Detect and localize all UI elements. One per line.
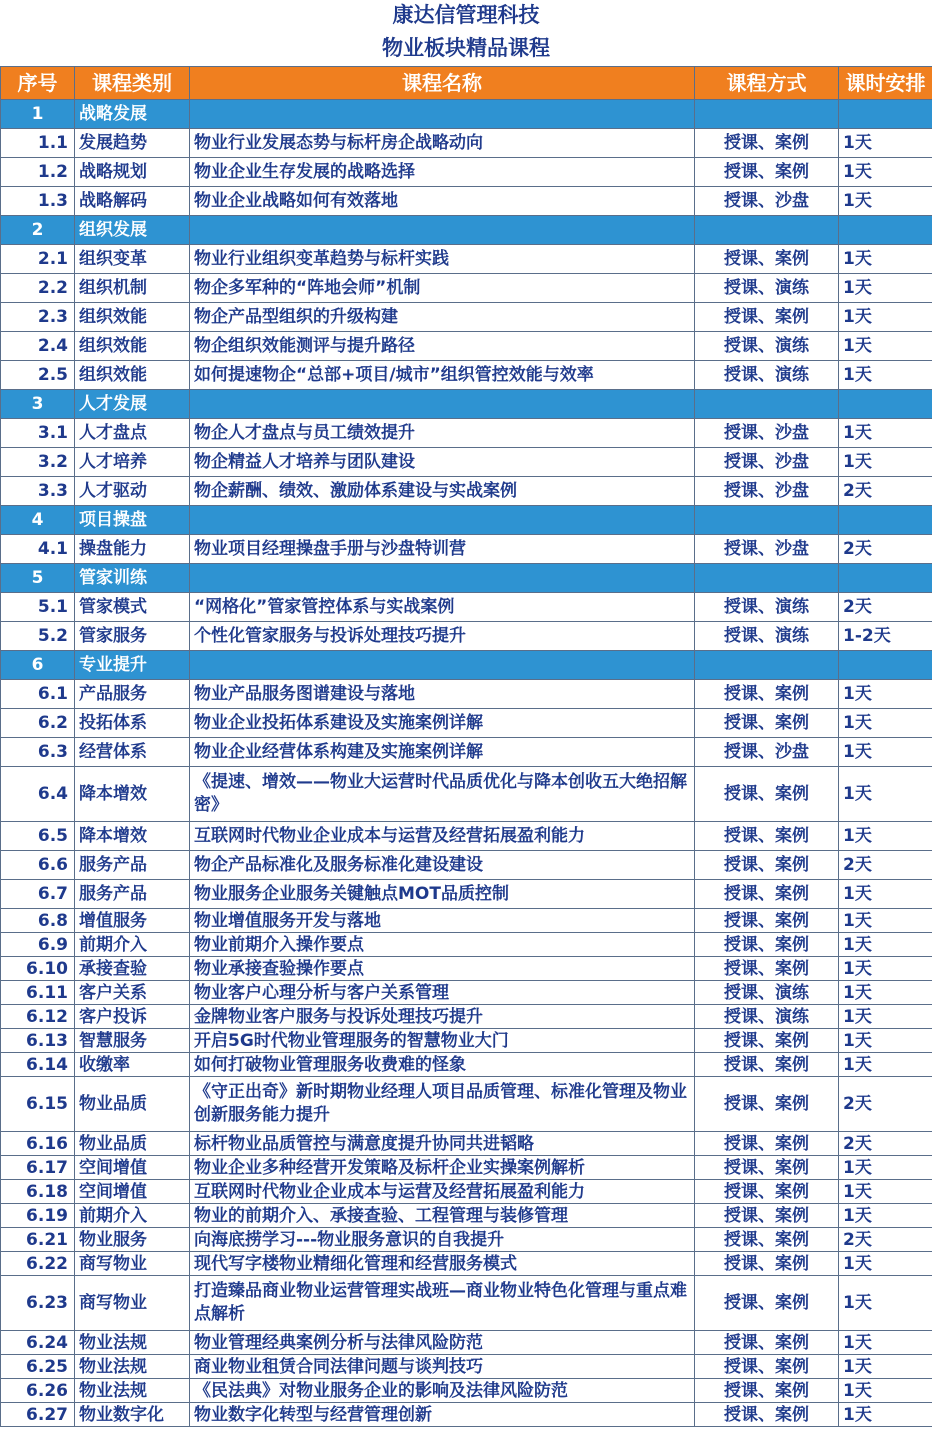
row-mode: 授课、案例: [695, 129, 839, 158]
row-number: 6.4: [1, 767, 75, 822]
header-category: 课程类别: [75, 67, 190, 100]
row-category: 战略解码: [75, 187, 190, 216]
row-course-name: 金牌物业客户服务与投诉处理技巧提升: [190, 1005, 695, 1029]
row-mode: 授课、案例: [695, 303, 839, 332]
table-row: [1, 933, 932, 957]
row-duration: 1天: [839, 1403, 932, 1427]
row-number: 1.1: [1, 129, 75, 158]
row-mode: [695, 100, 839, 129]
row-duration: 1天: [839, 448, 932, 477]
row-duration: 1天: [839, 933, 932, 957]
row-mode: 授课、案例: [695, 767, 839, 822]
row-category: 空间增值: [75, 1156, 190, 1180]
row-category: 承接查验: [75, 957, 190, 981]
row-course-name: 物业的前期介入、承接查验、工程管理与装修管理: [190, 1204, 695, 1228]
row-category: 智慧服务: [75, 1029, 190, 1053]
row-mode: 授课、沙盘: [695, 448, 839, 477]
table-row: [1, 245, 932, 274]
row-number: 6.6: [1, 851, 75, 880]
row-mode: 授课、案例: [695, 680, 839, 709]
row-number: 1.3: [1, 187, 75, 216]
row-mode: 授课、案例: [695, 1252, 839, 1276]
course-table: [0, 66, 932, 1427]
row-course-name: [190, 216, 695, 245]
row-number: 6.11: [1, 981, 75, 1005]
row-category: 商写物业: [75, 1276, 190, 1331]
category-row: [1, 564, 932, 593]
row-duration: 1天: [839, 1379, 932, 1403]
row-course-name: 物企产品型组织的升级构建: [190, 303, 695, 332]
row-category: 战略发展: [75, 100, 190, 129]
row-category: 人才发展: [75, 390, 190, 419]
row-number: 3.2: [1, 448, 75, 477]
row-mode: 授课、案例: [695, 1331, 839, 1355]
row-number: 6: [1, 651, 75, 680]
row-course-name: 《提速、增效——物业大运营时代品质优化与降本创收五大绝招解密》: [190, 767, 695, 822]
row-duration: 1天: [839, 822, 932, 851]
table-row: [1, 1180, 932, 1204]
row-category: 经营体系: [75, 738, 190, 767]
row-number: 6.19: [1, 1204, 75, 1228]
table-row: [1, 187, 932, 216]
table-row: [1, 822, 932, 851]
row-mode: 授课、演练: [695, 1005, 839, 1029]
row-course-name: 物业企业多种经营开发策略及标杆企业实操案例解析: [190, 1156, 695, 1180]
row-category: 降本增效: [75, 822, 190, 851]
category-row: [1, 216, 932, 245]
row-number: 6.18: [1, 1180, 75, 1204]
row-mode: 授课、演练: [695, 622, 839, 651]
row-duration: 2天: [839, 1077, 932, 1132]
row-course-name: 个性化管家服务与投诉处理技巧提升: [190, 622, 695, 651]
row-course-name: 物业增值服务开发与落地: [190, 909, 695, 933]
row-duration: 1天: [839, 1029, 932, 1053]
row-mode: 授课、案例: [695, 933, 839, 957]
table-row: [1, 1204, 932, 1228]
row-mode: 授课、演练: [695, 361, 839, 390]
row-number: 2.5: [1, 361, 75, 390]
row-course-name: 物企产品标准化及服务标准化建设建设: [190, 851, 695, 880]
row-duration: 2天: [839, 1228, 932, 1252]
row-duration: 2天: [839, 535, 932, 564]
row-course-name: 物企精益人才培养与团队建设: [190, 448, 695, 477]
row-mode: 授课、案例: [695, 1180, 839, 1204]
row-number: 6.2: [1, 709, 75, 738]
row-duration: 1天: [839, 738, 932, 767]
table-row: [1, 593, 932, 622]
table-row: [1, 1252, 932, 1276]
row-number: 6.25: [1, 1355, 75, 1379]
row-duration: 1天: [839, 303, 932, 332]
row-duration: 1天: [839, 245, 932, 274]
row-number: 6.13: [1, 1029, 75, 1053]
table-row: [1, 477, 932, 506]
row-number: 2.3: [1, 303, 75, 332]
row-duration: 1天: [839, 1355, 932, 1379]
row-number: 6.27: [1, 1403, 75, 1427]
row-category: 前期介入: [75, 1204, 190, 1228]
table-row: [1, 1132, 932, 1156]
category-row: [1, 506, 932, 535]
row-duration: 1天: [839, 129, 932, 158]
row-category: 降本增效: [75, 767, 190, 822]
row-mode: 授课、案例: [695, 909, 839, 933]
row-course-name: 互联网时代物业企业成本与运营及经营拓展盈利能力: [190, 1180, 695, 1204]
row-number: 6.14: [1, 1053, 75, 1077]
row-duration: 1天: [839, 709, 932, 738]
table-row: [1, 129, 932, 158]
row-course-name: [190, 651, 695, 680]
row-mode: 授课、案例: [695, 957, 839, 981]
row-duration: 2天: [839, 1132, 932, 1156]
category-row: [1, 100, 932, 129]
row-duration: 1天: [839, 880, 932, 909]
row-duration: 1天: [839, 981, 932, 1005]
row-duration: 1天: [839, 1053, 932, 1077]
row-number: 6.5: [1, 822, 75, 851]
row-mode: 授课、案例: [695, 1204, 839, 1228]
table-row: [1, 274, 932, 303]
row-category: 操盘能力: [75, 535, 190, 564]
table-header-row: [1, 67, 932, 100]
row-category: 管家模式: [75, 593, 190, 622]
row-duration: 1天: [839, 332, 932, 361]
row-category: 专业提升: [75, 651, 190, 680]
row-number: 5: [1, 564, 75, 593]
row-category: 发展趋势: [75, 129, 190, 158]
row-course-name: 物业企业经营体系构建及实施案例详解: [190, 738, 695, 767]
row-category: 物业服务: [75, 1228, 190, 1252]
row-number: 1: [1, 100, 75, 129]
row-mode: 授课、沙盘: [695, 535, 839, 564]
row-mode: [695, 651, 839, 680]
row-category: 服务产品: [75, 880, 190, 909]
row-course-name: 《守正出奇》新时期物业经理人项目品质管理、标准化管理及物业创新服务能力提升: [190, 1077, 695, 1132]
table-row: [1, 709, 932, 738]
row-course-name: 物业承接查验操作要点: [190, 957, 695, 981]
row-duration: 1天: [839, 1204, 932, 1228]
row-mode: 授课、案例: [695, 158, 839, 187]
row-mode: [695, 506, 839, 535]
row-category: 服务产品: [75, 851, 190, 880]
row-category: 管家训练: [75, 564, 190, 593]
table-row: [1, 361, 932, 390]
row-mode: 授课、案例: [695, 1228, 839, 1252]
row-category: 商写物业: [75, 1252, 190, 1276]
table-row: [1, 909, 932, 933]
table-row: [1, 1005, 932, 1029]
row-category: 物业数字化: [75, 1403, 190, 1427]
header-name: 课程名称: [190, 67, 695, 100]
table-row: [1, 680, 932, 709]
row-mode: 授课、案例: [695, 822, 839, 851]
row-course-name: 物企人才盘点与员工绩效提升: [190, 419, 695, 448]
row-course-name: [190, 564, 695, 593]
row-number: 6.8: [1, 909, 75, 933]
row-course-name: “网格化”管家管控体系与实战案例: [190, 593, 695, 622]
row-number: 2: [1, 216, 75, 245]
row-mode: 授课、沙盘: [695, 419, 839, 448]
row-number: 4.1: [1, 535, 75, 564]
row-duration: 1天: [839, 1005, 932, 1029]
row-duration: 1-2天: [839, 622, 932, 651]
header-duration: 课时安排: [839, 67, 932, 100]
row-number: 6.17: [1, 1156, 75, 1180]
row-mode: 授课、演练: [695, 593, 839, 622]
row-duration: 1天: [839, 419, 932, 448]
row-mode: 授课、案例: [695, 1077, 839, 1132]
row-duration: 1天: [839, 1180, 932, 1204]
row-duration: 1天: [839, 187, 932, 216]
row-course-name: 打造臻品商业物业运营管理实战班—商业物业特色化管理与重点难点解析: [190, 1276, 695, 1331]
row-duration: 1天: [839, 1156, 932, 1180]
table-row: [1, 1355, 932, 1379]
row-mode: 授课、案例: [695, 1379, 839, 1403]
row-category: 增值服务: [75, 909, 190, 933]
row-mode: [695, 216, 839, 245]
table-row: [1, 1029, 932, 1053]
table-row: [1, 738, 932, 767]
row-course-name: 物企多军种的“阵地会师”机制: [190, 274, 695, 303]
row-category: 收缴率: [75, 1053, 190, 1077]
table-row: [1, 1228, 932, 1252]
row-course-name: 商业物业租赁合同法律问题与谈判技巧: [190, 1355, 695, 1379]
row-duration: [839, 651, 932, 680]
row-category: 人才培养: [75, 448, 190, 477]
row-number: 6.22: [1, 1252, 75, 1276]
row-duration: 1天: [839, 767, 932, 822]
row-duration: 1天: [839, 909, 932, 933]
row-category: 投拓体系: [75, 709, 190, 738]
row-course-name: 物业行业发展态势与标杆房企战略动向: [190, 129, 695, 158]
row-duration: 1天: [839, 361, 932, 390]
row-mode: 授课、案例: [695, 1276, 839, 1331]
row-number: 3.3: [1, 477, 75, 506]
table-row: [1, 957, 932, 981]
row-number: 2.4: [1, 332, 75, 361]
row-mode: 授课、沙盘: [695, 477, 839, 506]
table-row: [1, 1156, 932, 1180]
row-mode: 授课、案例: [695, 245, 839, 274]
table-row: [1, 1077, 932, 1132]
row-category: 客户投诉: [75, 1005, 190, 1029]
row-number: 6.1: [1, 680, 75, 709]
row-number: 6.26: [1, 1379, 75, 1403]
row-number: 5.1: [1, 593, 75, 622]
row-course-name: 开启5G时代物业管理服务的智慧物业大门: [190, 1029, 695, 1053]
table-row: [1, 1276, 932, 1331]
row-mode: 授课、案例: [695, 1029, 839, 1053]
row-duration: [839, 506, 932, 535]
row-course-name: 《民法典》对物业服务企业的影响及法律风险防范: [190, 1379, 695, 1403]
table-row: [1, 1331, 932, 1355]
row-duration: 2天: [839, 477, 932, 506]
row-duration: 2天: [839, 851, 932, 880]
row-course-name: 向海底捞学习---物业服务意识的自我提升: [190, 1228, 695, 1252]
row-mode: 授课、案例: [695, 880, 839, 909]
row-category: 客户关系: [75, 981, 190, 1005]
row-mode: 授课、案例: [695, 1403, 839, 1427]
row-course-name: 物业企业生存发展的战略选择: [190, 158, 695, 187]
row-category: 组织效能: [75, 332, 190, 361]
row-duration: 1天: [839, 1276, 932, 1331]
row-mode: 授课、案例: [695, 1156, 839, 1180]
row-category: 物业法规: [75, 1379, 190, 1403]
category-row: [1, 651, 932, 680]
row-duration: [839, 390, 932, 419]
row-course-name: 物业数字化转型与经营管理创新: [190, 1403, 695, 1427]
row-category: 组织变革: [75, 245, 190, 274]
row-course-name: 物业服务企业服务关键触点MOT品质控制: [190, 880, 695, 909]
row-duration: 1天: [839, 1331, 932, 1355]
row-number: 4: [1, 506, 75, 535]
row-mode: 授课、案例: [695, 851, 839, 880]
row-number: 6.23: [1, 1276, 75, 1331]
table-row: [1, 158, 932, 187]
row-course-name: 物企组织效能测评与提升路径: [190, 332, 695, 361]
row-course-name: 现代写字楼物业精细化管理和经营服务模式: [190, 1252, 695, 1276]
table-row: [1, 1379, 932, 1403]
row-duration: [839, 564, 932, 593]
row-duration: 1天: [839, 1252, 932, 1276]
row-number: 2.2: [1, 274, 75, 303]
row-category: 组织发展: [75, 216, 190, 245]
row-mode: [695, 390, 839, 419]
row-course-name: [190, 506, 695, 535]
row-course-name: [190, 100, 695, 129]
table-row: [1, 767, 932, 822]
document-title: 康达信管理科技: [392, 3, 540, 27]
row-category: 物业品质: [75, 1077, 190, 1132]
row-course-name: 互联网时代物业企业成本与运营及经营拓展盈利能力: [190, 822, 695, 851]
document-subtitle: 物业板块精品课程: [382, 36, 550, 60]
row-duration: [839, 216, 932, 245]
row-course-name: 物业管理经典案例分析与法律风险防范: [190, 1331, 695, 1355]
row-duration: 1天: [839, 957, 932, 981]
row-category: 空间增值: [75, 1180, 190, 1204]
row-duration: 2天: [839, 593, 932, 622]
row-course-name: 物业企业投拓体系建设及实施案例详解: [190, 709, 695, 738]
row-number: 6.10: [1, 957, 75, 981]
row-category: 人才盘点: [75, 419, 190, 448]
row-category: 人才驱动: [75, 477, 190, 506]
row-course-name: 标杆物业品质管控与满意度提升协同共进韬略: [190, 1132, 695, 1156]
table-row: [1, 851, 932, 880]
table-row: [1, 332, 932, 361]
row-category: 战略规划: [75, 158, 190, 187]
category-row: [1, 390, 932, 419]
row-mode: 授课、沙盘: [695, 738, 839, 767]
row-number: 6.16: [1, 1132, 75, 1156]
row-category: 物业品质: [75, 1132, 190, 1156]
table-row: [1, 535, 932, 564]
row-category: 管家服务: [75, 622, 190, 651]
row-course-name: 物业产品服务图谱建设与落地: [190, 680, 695, 709]
row-course-name: 物业客户心理分析与客户关系管理: [190, 981, 695, 1005]
row-duration: [839, 100, 932, 129]
row-course-name: [190, 390, 695, 419]
row-course-name: 物业行业组织变革趋势与标杆实践: [190, 245, 695, 274]
row-category: 物业法规: [75, 1331, 190, 1355]
row-number: 1.2: [1, 158, 75, 187]
row-duration: 1天: [839, 274, 932, 303]
table-row: [1, 1403, 932, 1427]
row-mode: 授课、案例: [695, 1053, 839, 1077]
row-course-name: 物业前期介入操作要点: [190, 933, 695, 957]
row-number: 3: [1, 390, 75, 419]
row-number: 6.9: [1, 933, 75, 957]
table-row: [1, 1053, 932, 1077]
table-row: [1, 419, 932, 448]
row-duration: 1天: [839, 158, 932, 187]
header-mode: 课程方式: [695, 67, 839, 100]
row-number: 6.7: [1, 880, 75, 909]
row-mode: [695, 564, 839, 593]
row-number: 2.1: [1, 245, 75, 274]
row-course-name: 如何提速物企“总部+项目/城市”组织管控效能与效率: [190, 361, 695, 390]
row-mode: 授课、演练: [695, 332, 839, 361]
row-course-name: 物业项目经理操盘手册与沙盘特训营: [190, 535, 695, 564]
header-no: 序号: [1, 67, 75, 100]
row-category: 前期介入: [75, 933, 190, 957]
row-course-name: 如何打破物业管理服务收费难的怪象: [190, 1053, 695, 1077]
row-course-name: 物企薪酬、绩效、激励体系建设与实战案例: [190, 477, 695, 506]
row-mode: 授课、案例: [695, 1355, 839, 1379]
row-duration: 1天: [839, 680, 932, 709]
row-mode: 授课、案例: [695, 1132, 839, 1156]
row-number: 6.24: [1, 1331, 75, 1355]
row-number: 6.15: [1, 1077, 75, 1132]
row-category: 项目操盘: [75, 506, 190, 535]
table-row: [1, 448, 932, 477]
row-number: 6.12: [1, 1005, 75, 1029]
row-mode: 授课、演练: [695, 981, 839, 1005]
table-row: [1, 880, 932, 909]
row-category: 产品服务: [75, 680, 190, 709]
row-mode: 授课、案例: [695, 709, 839, 738]
row-category: 组织机制: [75, 274, 190, 303]
row-mode: 授课、演练: [695, 274, 839, 303]
row-number: 6.21: [1, 1228, 75, 1252]
row-category: 物业法规: [75, 1355, 190, 1379]
row-number: 6.3: [1, 738, 75, 767]
table-row: [1, 981, 932, 1005]
row-category: 组织效能: [75, 361, 190, 390]
row-number: 3.1: [1, 419, 75, 448]
table-body: [1, 100, 932, 1427]
row-category: 组织效能: [75, 303, 190, 332]
row-number: 5.2: [1, 622, 75, 651]
table-row: [1, 303, 932, 332]
table-row: [1, 622, 932, 651]
row-course-name: 物业企业战略如何有效落地: [190, 187, 695, 216]
row-mode: 授课、沙盘: [695, 187, 839, 216]
